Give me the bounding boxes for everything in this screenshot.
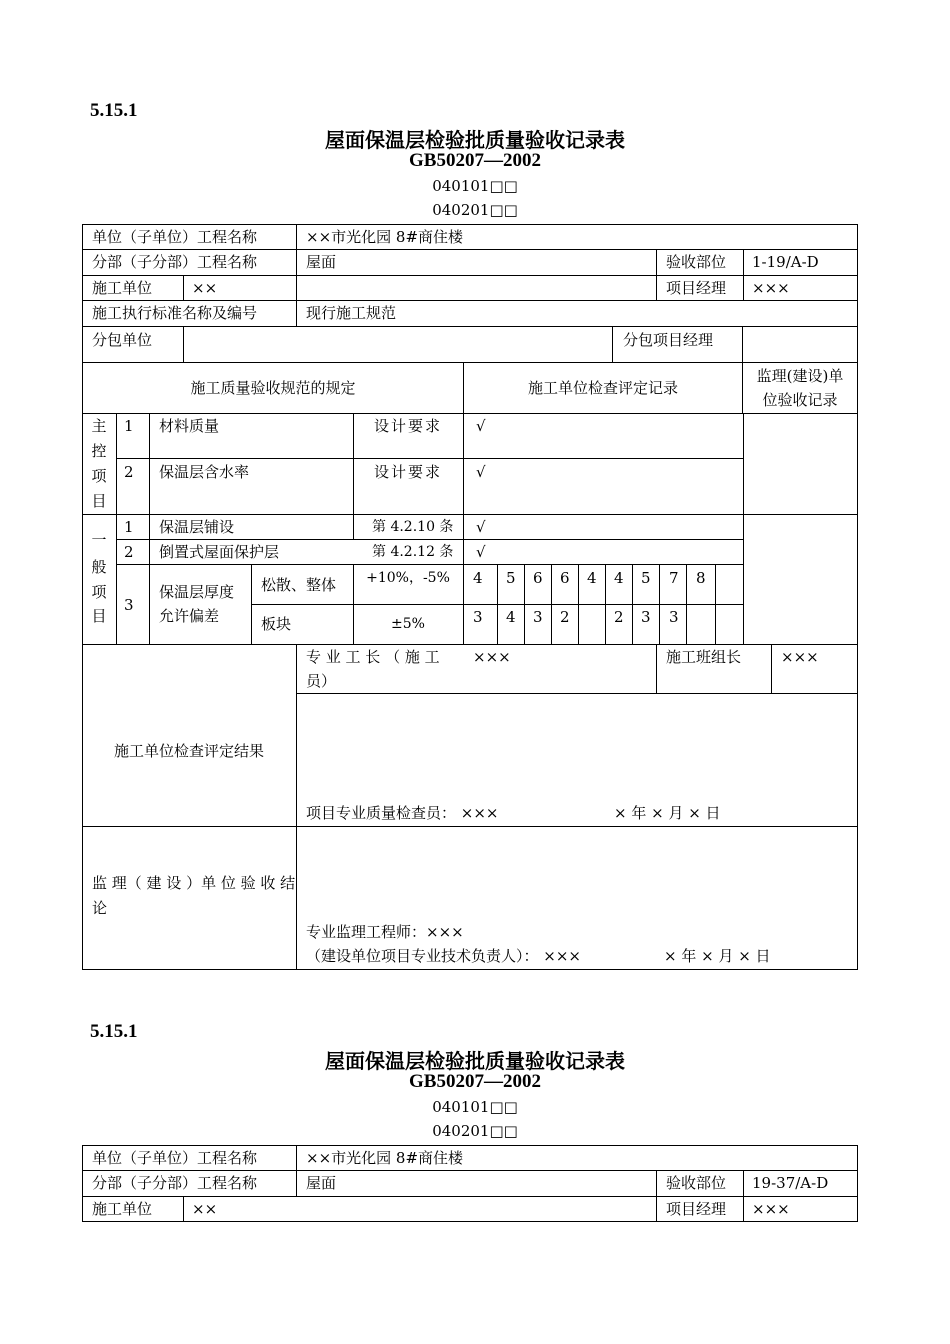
item-number: 3	[124, 596, 134, 614]
standard-code: GB50207—2002	[409, 1071, 541, 1092]
main-group-label: 项	[91, 467, 107, 485]
thickness-name-2: 允许偏差	[159, 607, 220, 625]
measured-value: 8	[696, 569, 706, 587]
project-name-label: 单位（子单位）工程名称	[92, 1149, 258, 1167]
item-requirement: 第 4.2.12 条	[372, 544, 454, 560]
item-requirement: 第 4.2.10 条	[372, 519, 454, 535]
measured-value: 4	[506, 608, 516, 626]
item-requirement: 设计要求	[374, 417, 443, 435]
form-code-1: 040101□□	[432, 177, 518, 195]
construction-unit-label: 施工单位	[92, 279, 153, 297]
supervision-date: × 年 × 月 × 日	[664, 947, 771, 965]
form-code-1: 040101□□	[432, 1098, 518, 1116]
result-date: × 年 × 月 × 日	[614, 804, 721, 822]
item-name: 保温层铺设	[159, 518, 235, 536]
measured-value: 2	[560, 608, 570, 626]
item-number: 2	[124, 543, 134, 561]
supervision-column-header: 监理(建设)单	[756, 367, 844, 385]
project-name-label: 单位（子单位）工程名称	[92, 228, 258, 246]
supervision-conclusion-label-2: 论	[92, 899, 108, 917]
result-label: 施工单位检查评定结果	[113, 742, 264, 760]
measured-value: 4	[587, 569, 597, 587]
item-requirement: 设计要求	[374, 463, 443, 481]
form-code-2: 040201□□	[432, 201, 518, 219]
general-group-label: 目	[91, 607, 107, 625]
project-manager-label: 项目经理	[666, 279, 727, 297]
general-group-label: 一	[91, 531, 107, 549]
measured-value: 6	[560, 569, 570, 587]
spec-column-header: 施工质量验收规范的规定	[190, 379, 356, 397]
measured-value: 7	[669, 569, 679, 587]
measured-value: 3	[641, 608, 651, 626]
item-number: 1	[124, 417, 134, 435]
subdivision-value: 屋面	[306, 253, 337, 271]
item-name: 材料质量	[159, 417, 220, 435]
measured-value: 3	[669, 608, 679, 626]
project-manager-value: ×××	[752, 1200, 790, 1218]
item-number: 1	[124, 518, 134, 536]
subdivision-label: 分部（子分部）工程名称	[92, 1174, 258, 1192]
form-title: 屋面保温层检验批质量验收记录表	[325, 1049, 625, 1073]
main-group-label: 主	[91, 417, 107, 435]
subcontractor-label: 分包单位	[92, 331, 153, 349]
project-name-value: ××市光化园 8#商住楼	[306, 228, 464, 246]
project-manager-label: 项目经理	[666, 1200, 727, 1218]
owner-representative-line: （建设单位项目专业技术负责人）： ×××	[306, 947, 581, 965]
loose-tolerance: +10%，-5%	[366, 570, 450, 586]
construction-unit-value: ××	[192, 1200, 218, 1218]
quality-inspector-line: 项目专业质量检查员： ×××	[306, 804, 499, 822]
measured-value: 4	[473, 569, 483, 587]
measured-value: 5	[506, 569, 516, 587]
form-code-2: 040201□□	[432, 1122, 518, 1140]
general-group-label: 般	[91, 558, 107, 576]
measured-value: 2	[614, 608, 624, 626]
project-name-value: ××市光化园 8#商住楼	[306, 1149, 464, 1167]
inspection-part-label: 验收部位	[666, 253, 727, 271]
check-mark: √	[476, 463, 486, 481]
main-group-label: 控	[91, 442, 107, 460]
construction-unit-value: ××	[192, 279, 218, 297]
measured-value: 6	[533, 569, 543, 587]
measured-value: 5	[641, 569, 651, 587]
construction-unit-label: 施工单位	[92, 1200, 153, 1218]
supervision-engineer-line: 专业监理工程师：×××	[306, 923, 464, 941]
measured-value: 3	[473, 608, 483, 626]
board-tolerance: ±5%	[391, 616, 425, 632]
section-number: 5.15.1	[90, 1021, 138, 1042]
check-mark: √	[476, 417, 486, 435]
standard-code: GB50207—2002	[409, 150, 541, 171]
board-label: 板块	[261, 615, 292, 633]
general-group-label: 项	[91, 583, 107, 601]
foreman-label-2: 员）	[306, 672, 337, 690]
check-mark: √	[476, 543, 486, 561]
foreman-label: 专 业 工 长 （ 施 工	[306, 648, 440, 666]
foreman-value: ×××	[473, 648, 511, 666]
thickness-name: 保温层厚度	[159, 583, 235, 601]
inspection-part-value: 1-19/A-D	[752, 253, 819, 271]
measured-value: 4	[614, 569, 624, 587]
supervision-column-header-2: 位验收记录	[762, 391, 838, 409]
form-title: 屋面保温层检验批质量验收记录表	[325, 128, 625, 152]
subcontractor-manager-label: 分包项目经理	[623, 331, 714, 349]
section-number: 5.15.1	[90, 100, 138, 121]
inspection-part-label: 验收部位	[666, 1174, 727, 1192]
subdivision-label: 分部（子分部）工程名称	[92, 253, 258, 271]
subdivision-value: 屋面	[306, 1174, 337, 1192]
item-name: 倒置式屋面保护层	[159, 543, 280, 561]
measured-value: 3	[533, 608, 543, 626]
team-leader-value: ×××	[781, 648, 819, 666]
main-group-label: 目	[91, 492, 107, 510]
item-number: 2	[124, 463, 134, 481]
standard-name-label: 施工执行标准名称及编号	[92, 304, 258, 322]
check-column-header: 施工单位检查评定记录	[527, 379, 678, 397]
loose-label: 松散、整体	[261, 576, 337, 594]
inspection-part-value: 19-37/A-D	[752, 1174, 829, 1192]
project-manager-value: ×××	[752, 279, 790, 297]
supervision-conclusion-label: 监 理（ 建 设 ）单 位 验 收 结	[92, 874, 296, 892]
team-leader-label: 施工班组长	[666, 648, 742, 666]
standard-name-value: 现行施工规范	[306, 304, 397, 322]
item-name: 保温层含水率	[159, 463, 250, 481]
check-mark: √	[476, 518, 486, 536]
